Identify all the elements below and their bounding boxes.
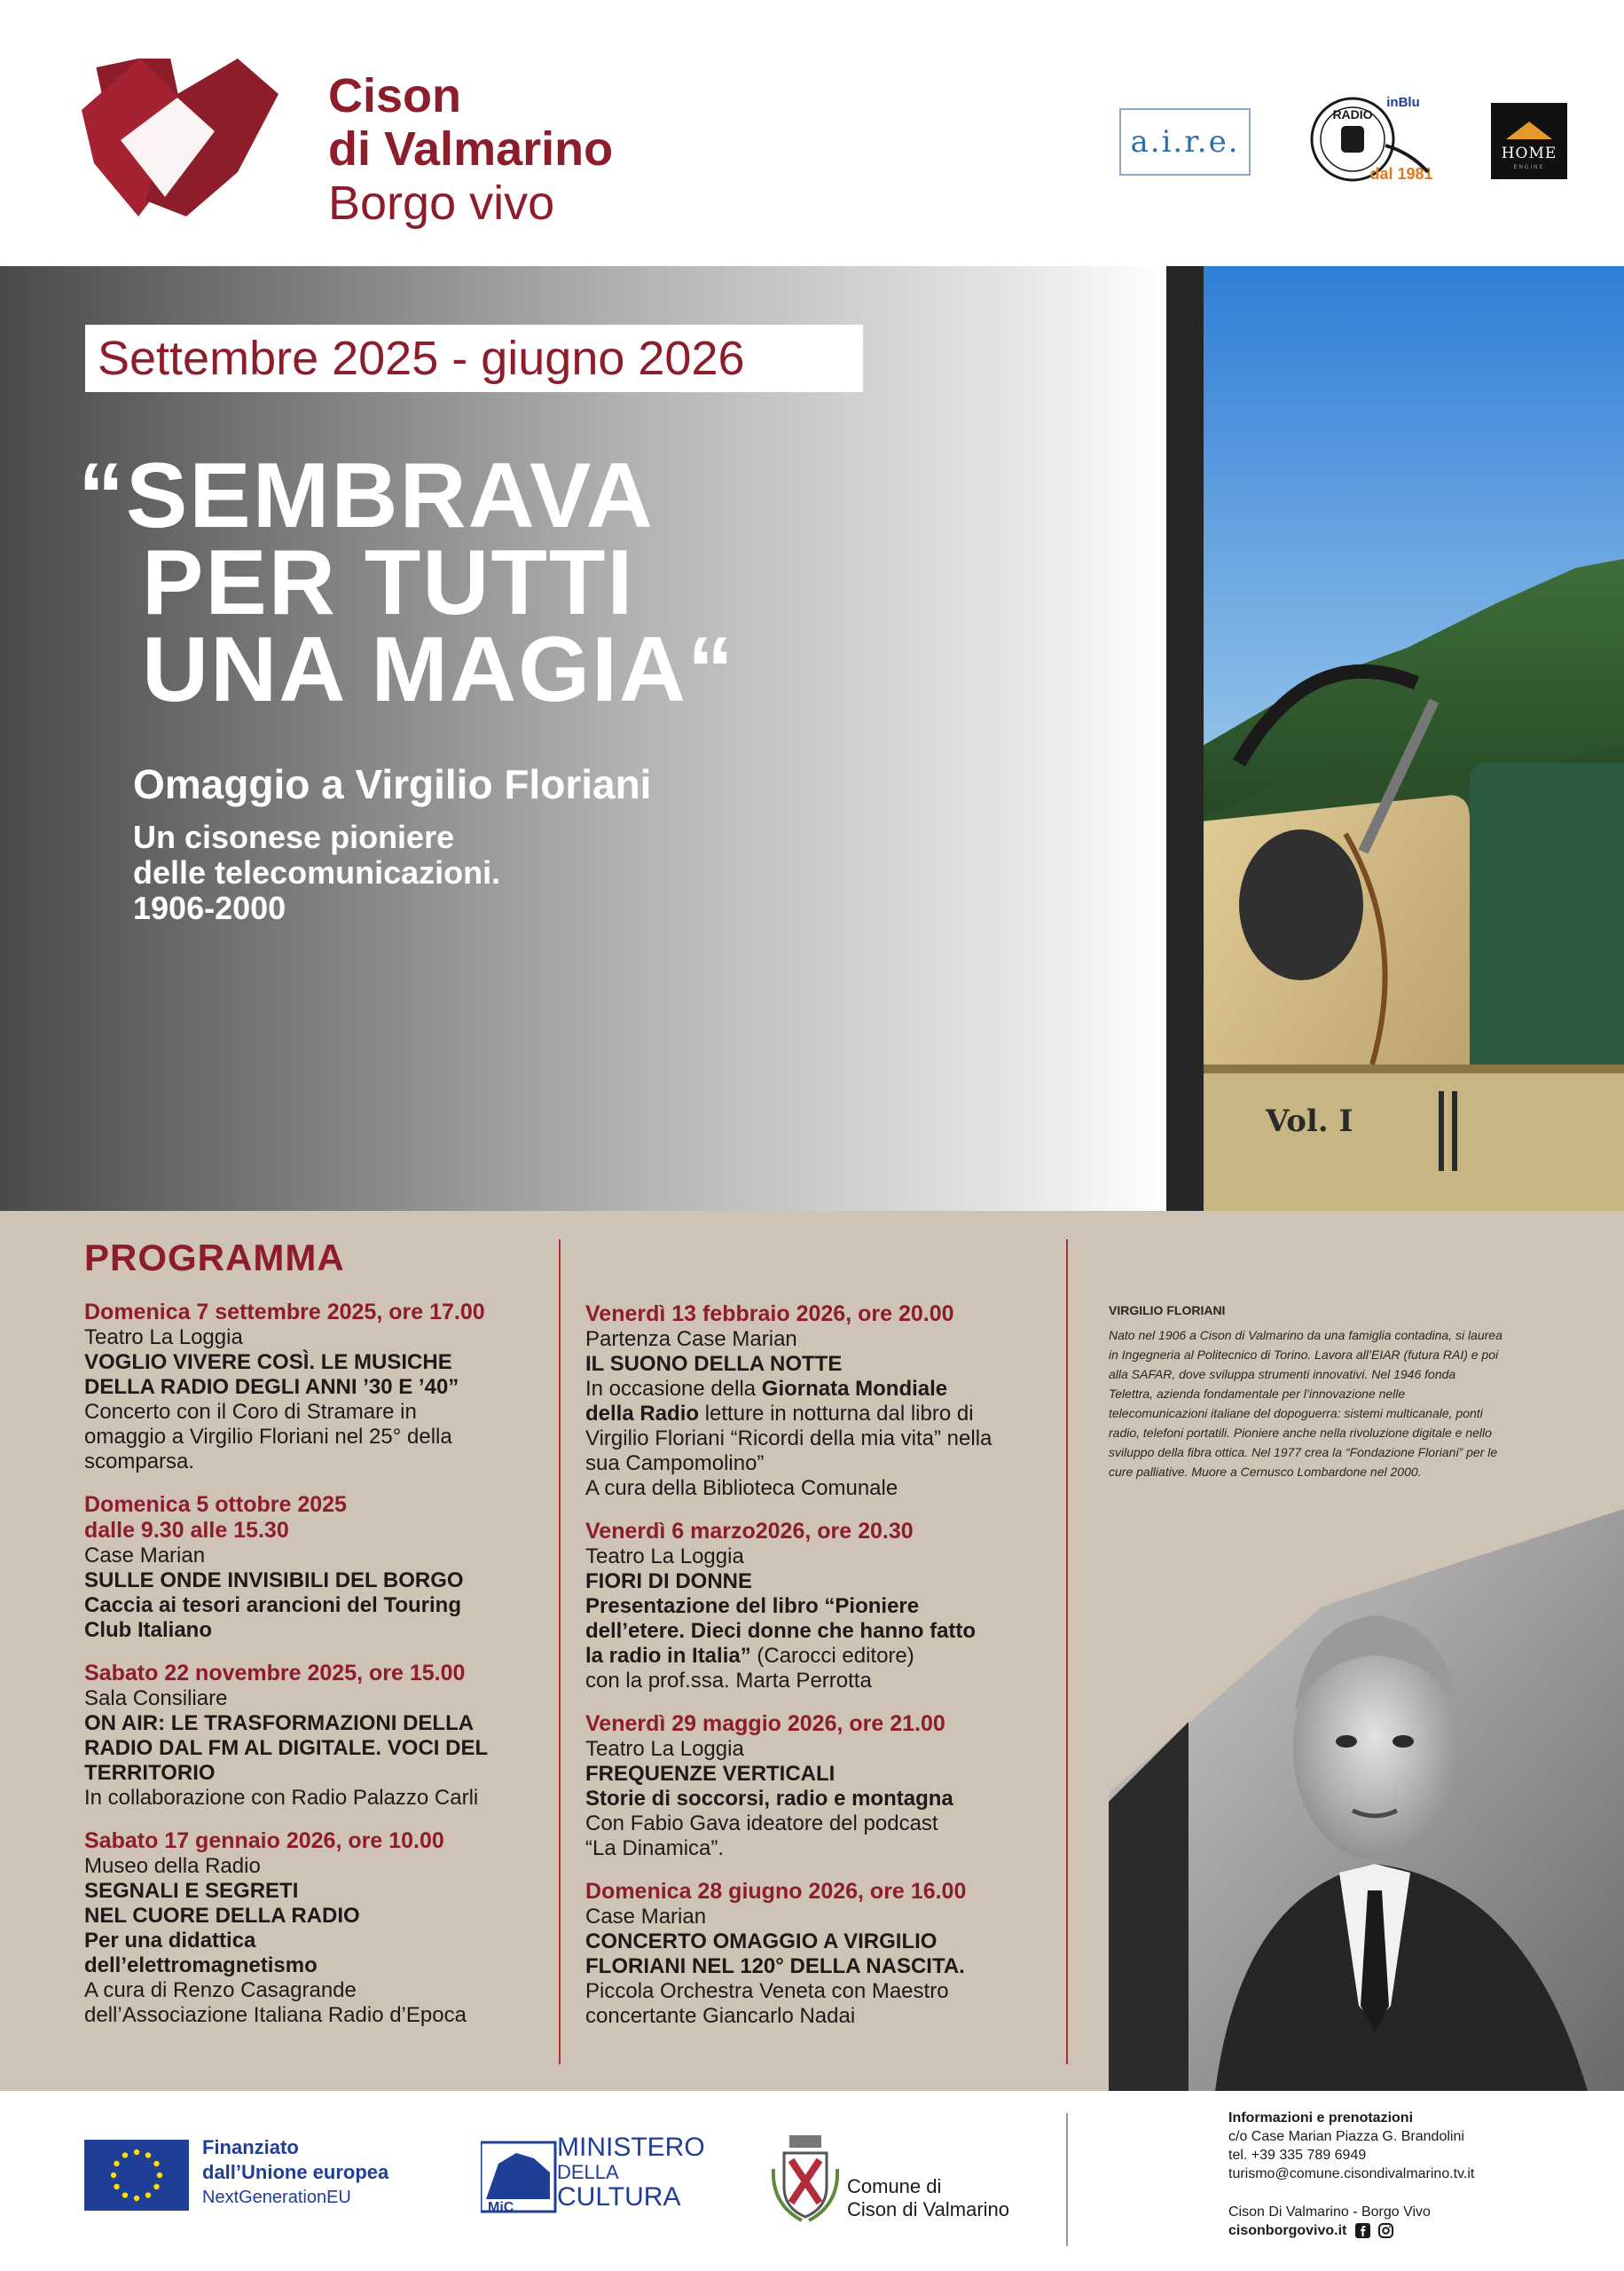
event-title: dell’etere. Dieci donne che hanno fatto bbox=[585, 1619, 977, 1643]
program-column-1 bbox=[84, 1300, 488, 2046]
event-title: Caccia ai tesori arancioni del Touring bbox=[84, 1593, 462, 1617]
desc-line-3: 1906-2000 bbox=[133, 890, 286, 926]
hero-subtitle: Omaggio a Virgilio Floriani bbox=[133, 761, 652, 807]
event-detail: dell’Associazione Italiana Radio d’Epoca bbox=[84, 2003, 467, 2027]
virgilio-floriani-portrait bbox=[1109, 1509, 1624, 2091]
ministry-name bbox=[557, 2133, 705, 2212]
event-detail: Case Marian bbox=[585, 1905, 707, 1929]
biography-text bbox=[1109, 1325, 1561, 1481]
event-title: FLORIANI NEL 120° DELLA NASCITA. bbox=[585, 1954, 965, 1978]
mic-logo-icon bbox=[481, 2137, 561, 2215]
event-title: SULLE ONDE INVISIBILI DEL BORGO bbox=[84, 1568, 464, 1592]
event-title: SEGNALI E SEGRETI bbox=[84, 1879, 299, 1903]
quote-line-2: PER TUTTI bbox=[142, 531, 635, 634]
home-roof-icon bbox=[1506, 122, 1552, 139]
event-date: Sabato 17 gennaio 2026, ore 10.00 bbox=[84, 1828, 444, 1853]
mic-line-1: MINISTERO bbox=[557, 2133, 705, 2162]
event-title: RADIO DAL FM AL DIGITALE. VOCI DEL bbox=[84, 1736, 489, 1760]
eu-star bbox=[157, 2173, 162, 2178]
event-detail: con la prof.ssa. Marta Perrotta bbox=[585, 1669, 872, 1693]
eu-line-3: NextGenerationEU bbox=[202, 2188, 351, 2207]
event-date: Venerdì 13 febbraio 2026, ore 20.00 bbox=[585, 1301, 954, 1326]
program-event bbox=[585, 1711, 992, 1861]
program-section bbox=[0, 1211, 1624, 2091]
program-event bbox=[84, 1492, 488, 1643]
event-title: Per una didattica bbox=[84, 1929, 256, 1953]
event-date: Domenica 5 ottobre 2025 bbox=[84, 1492, 347, 1517]
event-title: VOGLIO VIVERE COSÌ. LE MUSICHE bbox=[84, 1350, 452, 1374]
eu-line-2: dall’Unione europea bbox=[202, 2161, 389, 2183]
event-title: CONCERTO OMAGGIO A VIRGILIO bbox=[585, 1929, 938, 1953]
event-detail: In collaborazione con Radio Palazzo Carli bbox=[84, 1786, 479, 1810]
event-detail: Sala Consiliare bbox=[84, 1686, 228, 1710]
sponsor-radio-logo bbox=[1304, 90, 1437, 188]
event-title: NEL CUORE DELLA RADIO bbox=[84, 1904, 360, 1928]
event-detail: “La Dinamica”. bbox=[585, 1836, 725, 1860]
event-date: Venerdì 29 maggio 2026, ore 21.00 bbox=[585, 1711, 945, 1736]
info-title: Informazioni e prenotazioni bbox=[1228, 2110, 1414, 2126]
home-logo-subtext: ENGINE bbox=[1513, 165, 1545, 170]
event-line: la radio in Italia” (Carocci editore) bbox=[585, 1644, 914, 1668]
eu-star bbox=[122, 2152, 128, 2157]
biography-line: Telettra, azienda fondamentale per l’innovazione nelle bbox=[1109, 1387, 1406, 1401]
eu-funding-text bbox=[202, 2135, 388, 2210]
event-detail: scomparsa. bbox=[84, 1450, 195, 1473]
biography-line: alla SAFAR, dove sviluppa strumenti innovativi. Nel 1946 fonda bbox=[1109, 1367, 1456, 1381]
book-volume-label: Vol. I bbox=[1266, 1104, 1353, 1139]
event-title: DELLA RADIO DEGLI ANNI ’30 E ’40” bbox=[84, 1375, 459, 1399]
event-line: In occasione della Giornata Mondiale bbox=[585, 1377, 948, 1401]
biography-line: cure palliative. Muore a Cernusco Lombardone nel 2000. bbox=[1109, 1465, 1422, 1479]
event-title: Club Italiano bbox=[84, 1618, 212, 1642]
event-detail: Museo della Radio bbox=[84, 1854, 261, 1878]
poster-footer bbox=[0, 2091, 1624, 2271]
column-divider bbox=[559, 1239, 561, 2064]
eu-star bbox=[111, 2173, 116, 2178]
event-date: Domenica 28 giugno 2026, ore 16.00 bbox=[585, 1879, 967, 1904]
event-detail: Teatro La Loggia bbox=[585, 1544, 744, 1568]
eu-star bbox=[153, 2161, 159, 2166]
biography-title: VIRGILIO FLORIANI bbox=[1109, 1303, 1226, 1317]
event-detail: Virgilio Floriani “Ricordi della mia vita” nella bbox=[585, 1426, 992, 1450]
info-email[interactable]: turismo@comune.cisondivalmarino.tv.it bbox=[1228, 2166, 1475, 2181]
hero-quote-title bbox=[78, 444, 735, 721]
biography-line: in Ingegneria al Politecnico di Torino. Lavora all’EIAR (futura RAI) e poi bbox=[1109, 1348, 1499, 1362]
program-column-2 bbox=[585, 1301, 992, 2047]
event-detail: Teatro La Loggia bbox=[84, 1325, 243, 1349]
event-date: Venerdì 6 marzo2026, ore 20.30 bbox=[585, 1519, 914, 1544]
instagram-icon[interactable] bbox=[1378, 2223, 1393, 2238]
facebook-icon[interactable] bbox=[1355, 2223, 1370, 2238]
mic-abbreviation: MiC bbox=[488, 2200, 514, 2215]
comune-line-1: Comune di bbox=[847, 2175, 942, 2197]
event-date: Domenica 7 settembre 2025, ore 17.00 bbox=[84, 1300, 485, 1324]
biography-line: Nato nel 1906 a Cison di Valmarino da una famiglia contadina, si laurea bbox=[1109, 1328, 1502, 1342]
event-date: dalle 9.30 alle 15.30 bbox=[84, 1518, 289, 1543]
info-phone: tel. +39 335 789 6949 bbox=[1228, 2148, 1367, 2163]
eu-star bbox=[153, 2184, 159, 2189]
radio-logo-since: dal 1981 bbox=[1369, 165, 1433, 183]
sponsor-home-logo bbox=[1491, 103, 1567, 179]
program-title: PROGRAMMA bbox=[84, 1237, 345, 1278]
program-event bbox=[84, 1300, 488, 1474]
biography-line: sviluppo della fibra ottica. Nel 1977 crea la “Fondazione Floriani” per le bbox=[1109, 1445, 1498, 1459]
program-event bbox=[84, 1828, 488, 2028]
program-event bbox=[585, 1301, 992, 1501]
event-detail: Piccola Orchestra Veneta con Maestro bbox=[585, 1979, 949, 2003]
radio-logo-brand: inBlu bbox=[1386, 95, 1420, 110]
eu-star bbox=[145, 2192, 151, 2197]
event-title: IL SUONO DELLA NOTTE bbox=[585, 1352, 843, 1376]
eu-star bbox=[134, 2149, 139, 2155]
event-title: Storie di soccorsi, radio e montagna bbox=[585, 1787, 953, 1811]
program-event bbox=[585, 1519, 992, 1693]
heart-logo-icon bbox=[82, 59, 286, 216]
quote-line-3: UNA MAGIA“ bbox=[142, 618, 735, 721]
brand-line-2: di Valmarino bbox=[328, 122, 614, 176]
home-logo-text: HOME bbox=[1501, 145, 1557, 162]
event-title: FREQUENZE VERTICALI bbox=[585, 1762, 836, 1786]
eu-star bbox=[114, 2161, 119, 2166]
event-date: Sabato 22 novembre 2025, ore 15.00 bbox=[84, 1661, 466, 1686]
event-detail: concertante Giancarlo Nadai bbox=[585, 2004, 856, 2028]
event-detail: Teatro La Loggia bbox=[585, 1737, 744, 1761]
comune-crest-icon bbox=[770, 2133, 841, 2222]
poster-header bbox=[0, 0, 1624, 266]
brand-title bbox=[328, 69, 613, 231]
brand-line-1: Cison bbox=[328, 69, 462, 122]
comune-line-2: Cison di Valmarino bbox=[847, 2198, 1010, 2220]
hero-dark-stripe bbox=[1166, 266, 1204, 1211]
hero-description bbox=[133, 820, 500, 926]
event-detail: Partenza Case Marian bbox=[585, 1327, 797, 1351]
info-brand: Cison Di Valmarino - Borgo Vivo bbox=[1228, 2204, 1431, 2220]
event-detail: Case Marian bbox=[84, 1544, 206, 1568]
biography bbox=[1109, 1301, 1561, 1481]
mic-line-3: CULTURA bbox=[557, 2182, 681, 2212]
eu-star bbox=[122, 2192, 128, 2197]
event-line: della Radio letture in notturna dal libro di bbox=[585, 1402, 974, 1426]
brand-line-3: Borgo vivo bbox=[328, 177, 555, 230]
radio-headphones-photo bbox=[1204, 266, 1624, 1211]
event-detail: omaggio a Virgilio Floriani nel 25° della bbox=[84, 1425, 452, 1449]
eu-star bbox=[114, 2184, 119, 2189]
event-detail: Con Fabio Gava ideatore del podcast bbox=[585, 1811, 938, 1835]
comune-name bbox=[847, 2175, 1009, 2221]
contact-info bbox=[1228, 2109, 1474, 2240]
event-period: Settembre 2025 - giugno 2026 bbox=[85, 325, 863, 392]
eu-star bbox=[134, 2196, 139, 2201]
eu-line-1: Finanziato bbox=[202, 2136, 299, 2158]
footer-divider bbox=[1066, 2113, 1068, 2246]
hero-gradient-panel bbox=[0, 266, 1166, 1211]
eu-star bbox=[145, 2152, 151, 2157]
event-title: Presentazione del libro “Pioniere bbox=[585, 1594, 920, 1618]
info-address: c/o Case Marian Piazza G. Brandolini bbox=[1228, 2129, 1464, 2144]
desc-line-1: Un cisonese pioniere bbox=[133, 819, 455, 855]
event-title: dell’elettromagnetismo bbox=[84, 1953, 318, 1977]
program-event bbox=[585, 1879, 992, 2029]
desc-line-2: delle telecomunicazioni. bbox=[133, 854, 501, 891]
event-title: TERRITORIO bbox=[84, 1761, 216, 1785]
column-divider bbox=[1066, 1239, 1068, 2064]
event-title: ON AIR: LE TRASFORMAZIONI DELLA bbox=[84, 1711, 475, 1735]
website-link[interactable]: cisonborgovivo.it bbox=[1228, 2223, 1347, 2238]
program-event bbox=[84, 1661, 488, 1811]
event-title: FIORI DI DONNE bbox=[585, 1569, 753, 1593]
biography-line: telecomunicazioni italiane del dopoguerra: sistemi multicanale, ponti bbox=[1109, 1406, 1483, 1420]
event-detail: A cura di Renzo Casagrande bbox=[84, 1978, 357, 2002]
quote-line-1: “SEMBRAVA bbox=[78, 444, 655, 547]
hero-section bbox=[0, 266, 1624, 1211]
radio-logo-top-text: RADIO bbox=[1332, 107, 1373, 122]
event-detail: A cura della Biblioteca Comunale bbox=[585, 1476, 898, 1500]
info-spacer bbox=[1228, 2183, 1474, 2203]
event-detail: sua Campomolino” bbox=[585, 1451, 765, 1475]
info-site-row bbox=[1228, 2221, 1474, 2240]
event-detail: Concerto con il Coro di Stramare in bbox=[84, 1400, 417, 1424]
sponsor-aire-logo: a.i.r.e. bbox=[1119, 108, 1251, 176]
biography-line: radio, telefoni portatili. Pioniere anche nella rivoluzione digitale e nello bbox=[1109, 1426, 1492, 1440]
mic-line-2: DELLA bbox=[557, 2161, 619, 2183]
eu-flag-icon bbox=[84, 2140, 189, 2211]
